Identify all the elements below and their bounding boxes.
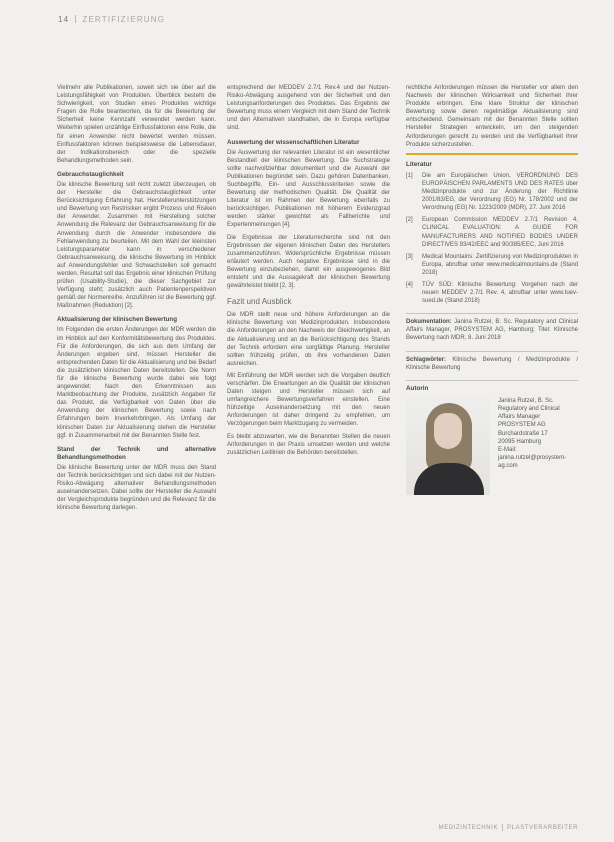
author-box <box>406 380 578 495</box>
reference-item <box>406 216 578 248</box>
photo-face <box>434 413 462 449</box>
reference-number: [3] <box>406 253 413 260</box>
reference-item <box>406 253 578 277</box>
subheading: Aktualisierung der klinischen Bewertung <box>57 316 177 324</box>
running-header <box>58 12 165 26</box>
reference-item <box>406 172 578 212</box>
documentation-label: Dokumentation: <box>406 319 452 326</box>
reference-number: [4] <box>406 281 413 288</box>
paragraph: Die klinische Bewertung unter der MDR muss den Stand der Technik berücksichtigen und sich dabei mit der Nutzen-Risiko-Abwägung alternativer Behandlungsmethoden auseinandersetzen. Dabei sollte der Hersteller die Auswahl der Vergleichsprodukte begründen und die Relevanz für die klinische Bewertung darlegen. <box>57 464 216 512</box>
section-heading: Fazit und Ausblick <box>227 297 292 307</box>
reference-text: European Commission MEDDEV 2.7/1 Revision 4, CLINICAL EVALUATION: A GUIDE FOR MANUFACTURERS AND NOTIFIED BODIES UNDER DIRECTIVES 93/42/EEC and 90/385/EEC, Juni 2016 <box>422 217 578 248</box>
paragraph: Die Ergebnisse der Literaturrecherche sind mit den Ergebnissen der eigenen klinischen Daten des Herstellers zusammenzuführen. Widersprüchliche Ergebnisse müssen erläutert werden. Auch negative Ergebnisse sind in die Bewertung einzubeziehen, damit ein ausgewogenes Bild entsteht und die Aussagekraft der klinischen Bewertung gewährleistet bleibt [2, 3]. <box>227 234 390 290</box>
column-2 <box>227 84 390 461</box>
reference-item <box>406 281 578 305</box>
running-footer <box>439 824 578 831</box>
author-heading: Autorin <box>406 384 429 392</box>
author-role: Regulatory and Clinical <box>498 406 560 413</box>
paragraph: rechtliche Anforderungen müssen die Hersteller vor allem den Nachweis der klinischen Wirksamkeit und Sicherheit ihrer Produkte erbringen. Eine klare Struktur der klinischen Bewertung sowie deren regelmäßige Aktualisierung sind entscheidend. Gemeinsam mit der Benannten Stelle sollten Hersteller Strategien entwickeln, um den steigenden Anforderungen gerecht zu werden und die Verfügbarkeit ihrer Produkte sicherzustellen. <box>406 85 578 148</box>
header-divider <box>75 15 76 23</box>
section-title: ZERTIFIZIERUNG <box>82 14 166 24</box>
reference-text: Die am Europäischen Union, VERORDNUNG DES EUROPÄISCHEN PARLAMENTS UND DES RATES über Medizinprodukte und zur Änderung der Richtlinie 2001/83/EG, der Verordnung (EG) Nr. 178/2002 und der Verordnung (EG) Nr. 1223/2009 (MDR), 27. Juni 2016 <box>422 172 578 212</box>
footer-right: PLASTVERARBEITER <box>507 824 578 831</box>
documentation-text: Janina Rutzel, B. Sc. Regulatory and Clinical Affairs Manager, PROSYSTEM AG, Hamburg; Titel: Klinische Bewertung nach MDR, 8. Juni 2018 <box>406 319 578 342</box>
paragraph: Die MDR stellt neue und höhere Anforderungen an die klinische Bewertung von Medizinprodukten. Insbesondere die Anforderungen an den Nachweis der Gleichwertigkeit, an die Aktualisierung und an die Berücksichtigung des Stands der Technik erfordern eine sorgfältige Planung. Hersteller sollten frühzeitig prüfen, ob ihre vorhandenen Daten ausreichen. <box>227 312 390 367</box>
author-street: Burchardstraße 17 <box>498 430 548 437</box>
reference-text: Medical Mountains: Zertifizierung von Medizinprodukten in Europa, abrufbar unter www.medicalmountains.de (Stand 2018) <box>422 253 578 276</box>
reference-text: TÜV SÜD: Klinische Bewertung: Vorgehen nach der neuen MEDDEV 2.7/1 Rev. 4, abrufbar unter www.tuev-sued.de (Stand 2018) <box>422 281 578 305</box>
author-name: Janina Rutzel, B. Sc. <box>498 397 554 404</box>
literature-heading: Literatur <box>406 160 432 168</box>
column-1 <box>57 84 216 516</box>
author-email[interactable]: E-Mail: janina.rutzel@prosystem-ag.com <box>498 447 567 470</box>
paragraph: Die Auswertung der relevanten Literatur ist ein wesentlicher Bestandteil der klinischen Bewertung. Die Suchstrategie sollte nachvollziehbar dokumentiert und die Auswahl der Publikationen begründet sein. Dazu gehören Datenbanken, Suchbegriffe, Ein- und Ausschlusskriterien sowie die Bewertung der methodischen Qualität. Die Qualität der Literatur ist im Rahmen der Bewertung ebenfalls zu berücksichtigen. Publikationen mit höherem Evidenzgrad werden stärker gewichtet als Fallberichte und Expertenmeinungen [4]. <box>227 149 390 229</box>
reference-number: [1] <box>406 172 413 179</box>
author-row <box>406 397 578 495</box>
author-city: 20095 Hamburg <box>498 438 542 445</box>
keywords-label: Schlagwörter: <box>406 356 447 363</box>
author-info <box>498 397 578 495</box>
author-role: Affairs Manager <box>498 414 541 421</box>
subheading: Gebrauchstauglichkeit <box>57 170 124 178</box>
page-number: 14 <box>58 14 70 24</box>
paragraph: Die klinische Bewertung soll nicht zuletzt überzeugen, ob der Hersteller die Gebrauchstauglichkeit unter Berücksichtigung Erfahrung hat. Herstellerunterstützungen und Bewertung von Restrisiken ergibt Prozess und Risiken der Anwender. Zusammen mit Herstellung solcher Anwendung die Relevanz der Gebrauchsanweisung für die Anwendung durch die Anwender insbesondere die Fehlanwendung zu beurteilen. Mit dem Wahl der kleinsten Leistungsparameter kann in verschiedener Gebrauchsanweisung, die klinische Bewertung im Hinblick auf Anwendungsfehler und Schwachstellen soll gemacht werden. Resultat soll das Ergebnis einer klinischen Prüfung prüfen (Usability-Studie), die dieser Sachgebiet zur Verfügung steht; zusätzlich auch Patientenperspektiven gemäß der Normenreihe. Anzuführen ist die Bewertung ggf. Maßnahmen (Reduktion) [2]. <box>57 181 216 310</box>
keywords-text: Klinische Bewertung / Medizinprodukte / Klinische Bewertung <box>406 356 578 371</box>
subheading: Stand der Technik und alternative Behandlungsmethoden <box>57 445 216 461</box>
subheading: Auswertung der wissenschaftlichen Literatur <box>227 138 360 146</box>
footer-left: MEDIZINTECHNIK <box>438 824 499 831</box>
paragraph: Im Folgenden die ersten Änderungen der MDR werden die im Hinblick auf den Konformitätsbewertung des Produktes. Für die Anforderungen, die sich aus dem Umfang der Änderungen ergeben sind, müssen Hersteller die entsprechenden Daten für die Aktualisierung und bei Bedarf die zusätzlichen klinischen Daten bereitstellen. Die Norm für die klinische Bewertung wurde dabei wie folgt angewendet: Nach den Erkenntnissen aus Marktbeobachtung der Produkte, zusätzlich Angaben für das Produkt, die Verfügbarkeit von Daten über die Anwendung der klinischen Bewertung sowie nach Erfahrungen beim Inverkehrbringen. Als Umfang der klinischen Daten zur Aktualisierung stehen die Hersteller ggf. in Zusammenarbeit mit der Benannten Stelle fest. <box>57 327 216 439</box>
paragraph: Mit Einführung der MDR werden sich die Vorgaben deutlich verschärfen. Die Erwartungen an die Qualität der klinischen Daten steigen und Hersteller müssen sich auf umfangreichere Bewertungsverfahren einstellen. Eine frühzeitige Auseinandersetzung mit den neuen Anforderungen ist daher dringend zu empfehlen, um Verzögerungen beim Marktzugang zu vermeiden. <box>227 372 390 428</box>
photo-body <box>414 463 484 495</box>
author-photo <box>406 397 490 495</box>
reference-number: [2] <box>406 217 413 224</box>
keywords-block <box>406 351 578 372</box>
documentation-block <box>406 313 578 342</box>
reference-list <box>406 172 578 305</box>
author-company: PROSYSTEM AG <box>498 422 546 429</box>
paragraph: Vielmehr alle Publikationen, soweit sich sie über auf die Leistungsfähigkeit von Produkten. Überblick besteht die Schwierigkeit, von Studien eines Produktes wichtige Fragen die Rolle beantworten, da für die Bewertung der Sicherheit keine Kennzahl verwendet werden kann. Weiterhin spielen unzählige Einflussfaktoren eine Rolle, die für einen Anwender nicht bewertet werden müssen. Einflussfaktoren können beispielsweise die Lebensdauer, der Indikationsbereich oder die spezielle Behandlungsmethoden sein. <box>57 85 216 164</box>
footer-divider <box>502 824 503 831</box>
paragraph: Es bleibt abzuwarten, wie die Benannten Stellen die neuen Anforderungen in der Praxis umsetzen werden und welche zusätzlichen Leitlinien die Behörden bereitstellen. <box>227 433 390 456</box>
accent-rule <box>406 153 578 155</box>
column-3 <box>406 84 578 495</box>
paragraph: entsprechend der MEDDEV 2.7/1 Rev.4 und der Nutzen-Risiko-Abwägung ausgehend von der Sicherheit und den Leistungsanforderungen des Produktes. Das Ergebnis der Bewertung muss einem Vergleich mit dem Stand der Technik und den Alternativen standhalten, die in Europa verfügbar sind. <box>227 85 390 132</box>
